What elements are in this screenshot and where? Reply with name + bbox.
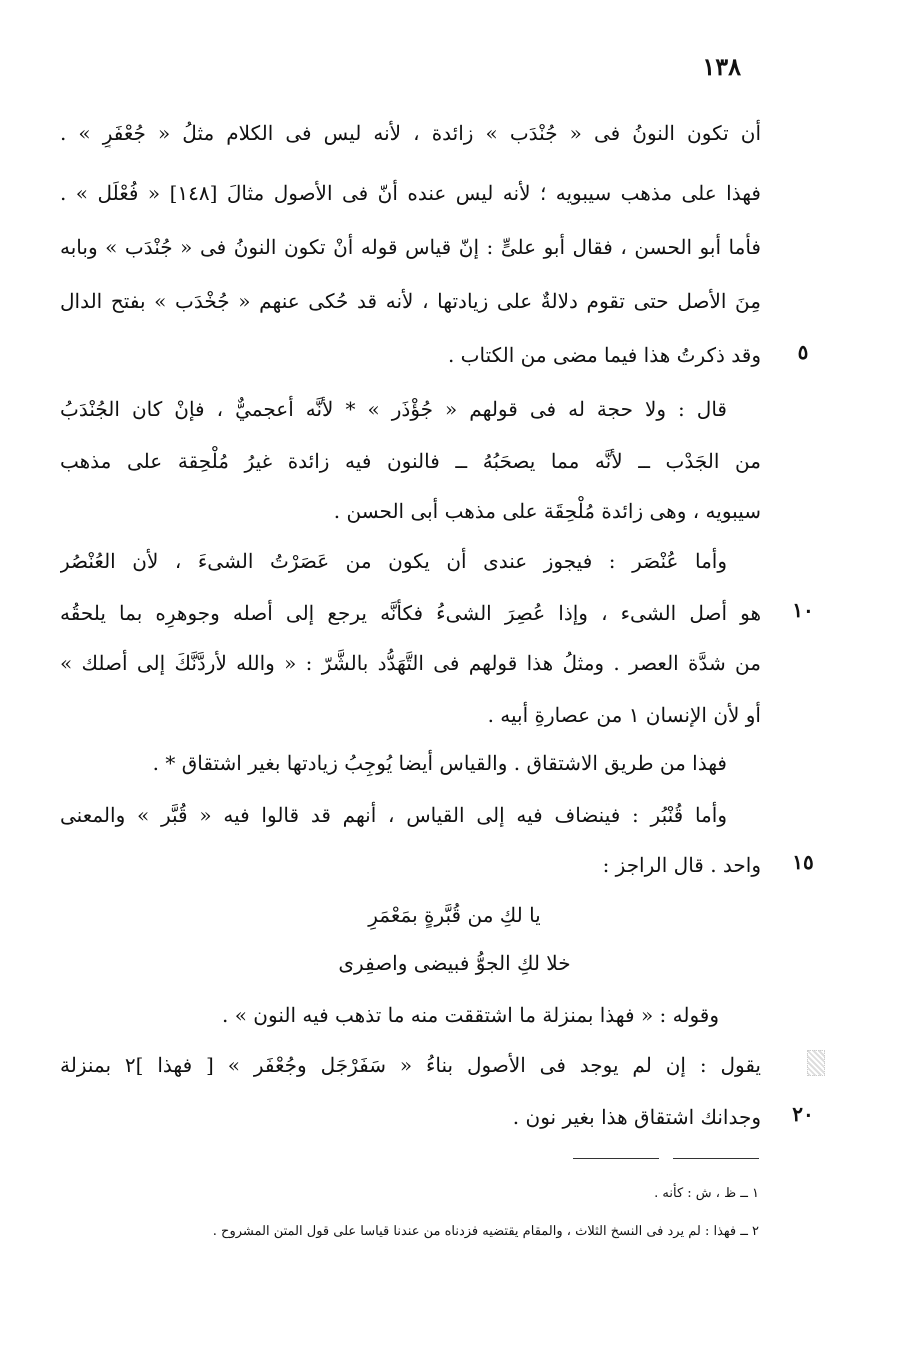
text-line-4: مِنَ الأصل حتى تقوم دلالةٌ على زيادتها ، لأنه قد حُكى عنهم « جُخْدَب » بفتح الدال [60,289,761,313]
text-line-16: وقوله : « فهذا بمنزلة ما اشتققت منه ما تذهب فيه النون » . [221,1003,719,1027]
text-line-15: واحد . قال الراجز : [602,853,761,877]
text-line-8: سيبويه ، وهى زائدة مُلْحِقَة على مذهب أبى الحسن . [333,499,761,523]
text-line-10: هو أصل الشىء ، وإذا عُصِرَ الشىءُ فكأنَّه يرجع إلى أصله وجوهرِه بما يلحقُه [60,601,761,625]
text-line-11: من شدَّة العصر . ومثلُ هذا قولهم فى التَّهَدُّد بالشَّرّ : « والله لأردَّنَّكَ إلى أصلك » [60,651,761,675]
footnote-1: ١ ــ ظ ، ش : كأنه . [654,1186,759,1201]
line-number-15: ١٥ [792,850,814,874]
text-line-7: من الجَدْب ــ لأنَّه مما يصحَبُهُ ــ فالنون فيه زائدة غيرُ مُلْحِقة على مذهب [60,449,761,473]
scan-mark [807,1050,825,1076]
verse-line-1: يا لكِ من قُبَّرةٍ بمَعْمَرِ [368,903,541,927]
verse-line-2: خلا لكِ الجوُّ فبيضى واصفِرى [338,951,571,975]
text-line-17: يقول : إن لم يوجد فى الأصول بناءُ « سَفَرْجَل وجُعْفَر » [ فهذا ]٢ بمنزلة [60,1053,761,1077]
line-number-20: ٢٠ [792,1102,814,1126]
text-line-1: أن تكون النونُ فى « جُنْدَب » زائدة ، لأنه ليس فى الكلام مثلُ « جُعْفَرٍ » . [60,121,761,145]
footnote-rule-right [673,1158,759,1159]
text-line-6: قال : ولا حجة له فى قولهم « جُؤْذَر » * لأنَّه أعجميٌّ ، فإنْ كان الجُنْدَبُ [60,397,727,421]
text-line-12: أو لأن الإنسان ١ من عصارةِ أبيه . [487,703,761,727]
line-number-10: ١٠ [792,598,814,622]
text-line-5: وقد ذكرتُ هذا فيما مضى من الكتاب . [447,343,761,367]
text-line-3: فأما أبو الحسن ، فقال أبو علىٍّ : إنّ قياس قوله أنْ تكون النونُ فى « جُنْدَب » وبابه [60,235,761,259]
text-line-13: فهذا من طريق الاشتقاق . والقياس أيضا يُوجِبُ زيادتها بغير اشتقاق * . [152,751,727,775]
footnote-2: ٢ ــ فهذا : لم يرد فى النسخ الثلاث ، والمقام يقتضيه فزدناه من عندنا قياسا على قول المتن المشروح . [212,1224,759,1239]
text-line-9: وأما عُنْصَر : فيجوز عندى أن يكون من عَصَرْتُ الشىءَ ، لأن العُنْصُر [60,549,727,573]
page-number: ١٣٨ [702,52,741,81]
text-line-14: وأما قُنْبُر : فينضاف فيه إلى القياس ، أنهم قد قالوا فيه « قُبَّر » والمعنى [60,803,727,827]
text-line-18: وجدانك اشتقاق هذا بغير نون . [512,1105,761,1129]
text-line-2: فهذا على مذهب سيبويه ؛ لأنه ليس عنده أنّ فى الأصول مثالَ [١٤٨] « فُعْلَل » . [60,181,761,205]
line-number-5: ٥ [797,340,809,364]
footnote-rule-left [573,1158,659,1159]
